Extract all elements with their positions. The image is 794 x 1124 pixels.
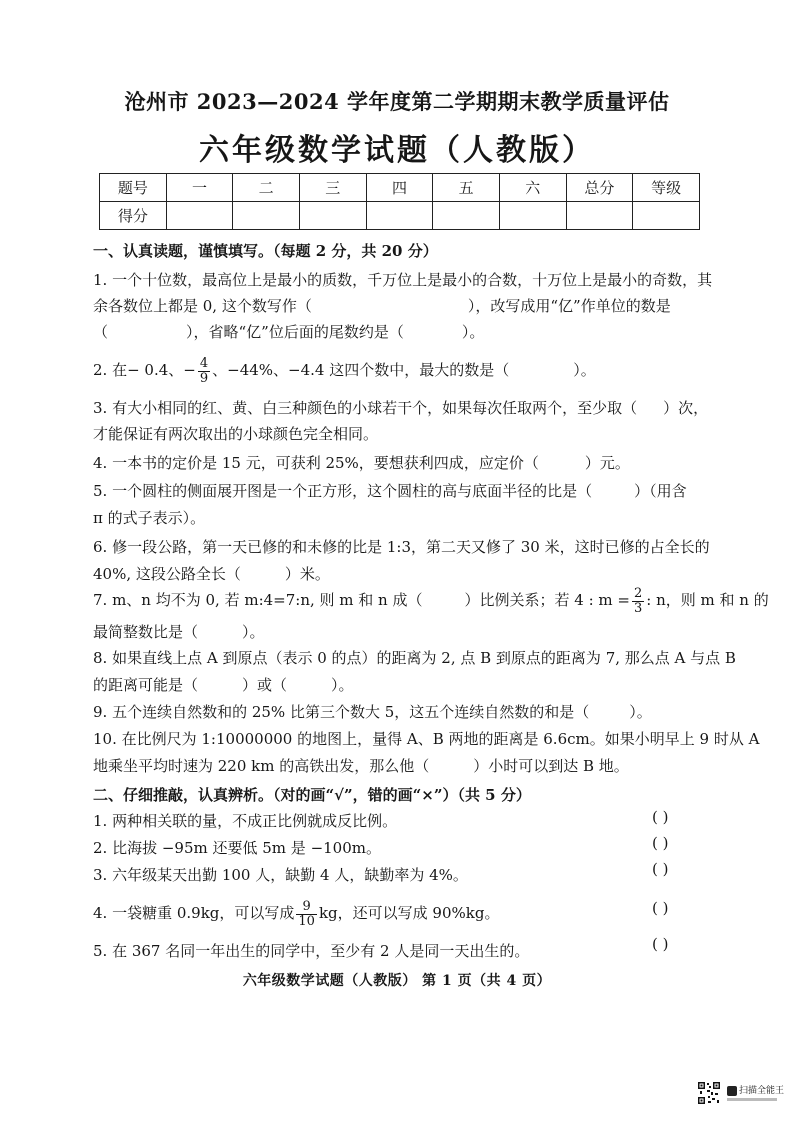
score-cell[interactable] [633, 202, 700, 230]
q9-text-a: 9. 五个连续自然数和的 25% 比第三个数大 5，这五个连续自然数的和是（ [93, 703, 590, 721]
score-header-cell: 一 [166, 174, 233, 202]
q8-text-a: 的距离可能是（ [93, 676, 199, 694]
q3-text-b: ）次， [663, 399, 709, 417]
q7-frac-num: 2 [633, 585, 643, 601]
s2-q1: 1. 两种相关联的量，不成正比例就成反比例。 [93, 812, 398, 830]
q3-line1 [93, 398, 708, 418]
q1-text-a: 余各数位上都是 0, 这个数写作（ [93, 297, 312, 315]
q6-text-b: ）米。 [284, 565, 330, 583]
q5-line2: π 的式子表示）。 [93, 509, 206, 527]
q9-line [93, 702, 652, 722]
s2-q5-answer-box[interactable]: ( ) [652, 935, 669, 953]
q8-line2 [93, 675, 354, 695]
q8-text-c: ）。 [331, 676, 354, 694]
score-header-cell: 三 [299, 174, 366, 202]
q6-line1: 6. 修一段公路，第一天已修的和未修的比是 1:3，第二天又修了 30 米，这时已修的占全长的 [93, 538, 710, 556]
q7-frac-den: 3 [633, 600, 643, 616]
s2-q4-frac-den: 10 [298, 913, 315, 929]
scanner-caption-bar [727, 1098, 777, 1101]
q7-text-b: ）比例关系；若 4 : m = [464, 591, 630, 609]
score-header-cell: 六 [499, 174, 566, 202]
score-header-cell: 二 [233, 174, 300, 202]
s2-q5: 5. 在 367 名同一年出生的同学中，至少有 2 人是同一天出生的。 [93, 942, 530, 960]
score-header-cell: 四 [366, 174, 433, 202]
q7-line2 [93, 622, 265, 642]
q1-text-d: ），省略“亿”位后面的尾数约是（ [186, 323, 404, 341]
q2-text-c: ）。 [573, 361, 596, 379]
q9-text-b: ）。 [629, 703, 652, 721]
score-cell[interactable] [566, 202, 633, 230]
q4-text-b: ）元。 [584, 454, 630, 472]
score-header-cell: 等级 [633, 174, 700, 202]
q7-line1 [93, 586, 769, 616]
score-cell[interactable] [433, 202, 500, 230]
score-cell[interactable] [233, 202, 300, 230]
q2-frac-den: 9 [199, 370, 209, 386]
q3-text-a: 3. 有大小相同的红、黄、白三种颜色的小球若干个，如果每次任取两个，至少取（ [93, 399, 638, 417]
q6-line2 [93, 564, 330, 584]
q4-text-a: 4. 一本书的定价是 15 元，可获利 25%，要想获利四成，应定价（ [93, 454, 539, 472]
score-header-cell: 五 [433, 174, 500, 202]
q7-text-d: 最简整数比是（ [93, 623, 199, 641]
score-cell[interactable] [366, 202, 433, 230]
q10-line2 [93, 756, 629, 776]
s2-q4-frac-num: 9 [296, 900, 317, 915]
q2-line [93, 356, 596, 386]
q5-line1 [93, 481, 687, 501]
q4-line [93, 453, 630, 473]
s2-q4-text-b: kg，还可以写成 90%kg。 [318, 904, 500, 922]
score-header-cell: 题号 [100, 174, 167, 202]
score-cell[interactable] [166, 202, 233, 230]
q1-line3 [93, 322, 484, 342]
score-row-label: 得分 [100, 202, 167, 230]
exam-subtitle: 六年级数学试题（人教版） [199, 133, 595, 168]
s2-q4-text-a: 4. 一袋糖重 0.9kg，可以写成 [93, 904, 295, 922]
q1-text-e: ）。 [461, 323, 485, 341]
s2-q1-answer-box[interactable]: ( ) [652, 808, 669, 826]
s2-q4-answer-box[interactable]: ( ) [652, 899, 669, 917]
section2-heading: 二、仔细推敲，认真辨析。（对的画“√”，错的画“×”）（共 5 分） [93, 786, 531, 804]
q10-text-b: ）小时可以到达 B 地。 [473, 757, 629, 775]
qr-code-icon [697, 1081, 721, 1105]
q7-fraction [632, 587, 644, 616]
s2-q2: 2. 比海拔 −95m 还要低 5m 是 −100m。 [93, 839, 381, 857]
q3-line2: 才能保证有两次取出的小球颜色完全相同。 [93, 425, 379, 443]
score-header-cell: 总分 [566, 174, 633, 202]
score-table [99, 173, 700, 230]
q7-text-c: : n，则 m 和 n 的 [646, 591, 769, 609]
s2-q4-fraction [296, 900, 317, 929]
q1-line1: 1. 一个十位数，最高位上是最小的质数，千万位上是最小的合数，十万位上是最小的奇数，其 [93, 271, 713, 289]
score-table-header-row [100, 174, 700, 202]
s2-q3: 3. 六年级某天出勤 100 人，缺勤 4 人，缺勤率为 4%。 [93, 866, 468, 884]
q1-line2 [93, 296, 671, 316]
q2-text-a: 2. 在− 0.4、− [93, 361, 196, 379]
page-footer: 六年级数学试题（人教版） 第 1 页（共 4 页） [242, 973, 552, 989]
s2-q2-answer-box[interactable]: ( ) [652, 834, 669, 852]
q8-line1: 8. 如果直线上点 A 到原点（表示 0 的点）的距离为 2, 点 B 到原点的距离为 7, 那么点 A 与点 B [93, 649, 736, 667]
q5-text-a: 5. 一个圆柱的侧面展开图是一个正方形，这个圆柱的高与底面半径的比是（ [93, 482, 593, 500]
exam-header-title: 沧州市 2023—2024 学年度第二学期期末教学质量评估 [124, 89, 670, 114]
q5-text-b: ）（用含 [634, 482, 687, 500]
q8-text-b: ）或（ [242, 676, 288, 694]
section1-heading: 一、认真读题，谨慎填写。（每题 2 分，共 20 分） [93, 242, 438, 260]
score-table-score-row [100, 202, 700, 230]
q10-line1: 10. 在比例尺为 1:10000000 的地图上，量得 A、B 两地的距离是 6.6cm。如果小明早上 9 时从 A [93, 730, 760, 748]
q6-text-a: 40%, 这段公路全长（ [93, 565, 241, 583]
q1-text-b: ），改写成用“亿”作单位的数是 [467, 297, 671, 315]
q10-text-a: 地乘坐平均时速为 220 km 的高铁出发，那么他（ [93, 757, 430, 775]
s2-q4 [93, 898, 499, 929]
q7-text-e: ）。 [242, 623, 265, 641]
q2-fraction [198, 357, 210, 386]
q1-text-c: （ [93, 323, 109, 341]
scanner-logo-icon [727, 1086, 737, 1096]
s2-q3-answer-box[interactable]: ( ) [652, 860, 669, 878]
scanner-brand: 扫描全能王 [739, 1086, 785, 1096]
score-cell[interactable] [299, 202, 366, 230]
q7-text-a: 7. m、n 均不为 0, 若 m:4=7:n, 则 m 和 n 成（ [93, 591, 423, 609]
q2-text-b: 、−44%、−4.4 这四个数中，最大的数是（ [212, 361, 510, 379]
score-cell[interactable] [499, 202, 566, 230]
q2-frac-num: 4 [199, 355, 209, 371]
